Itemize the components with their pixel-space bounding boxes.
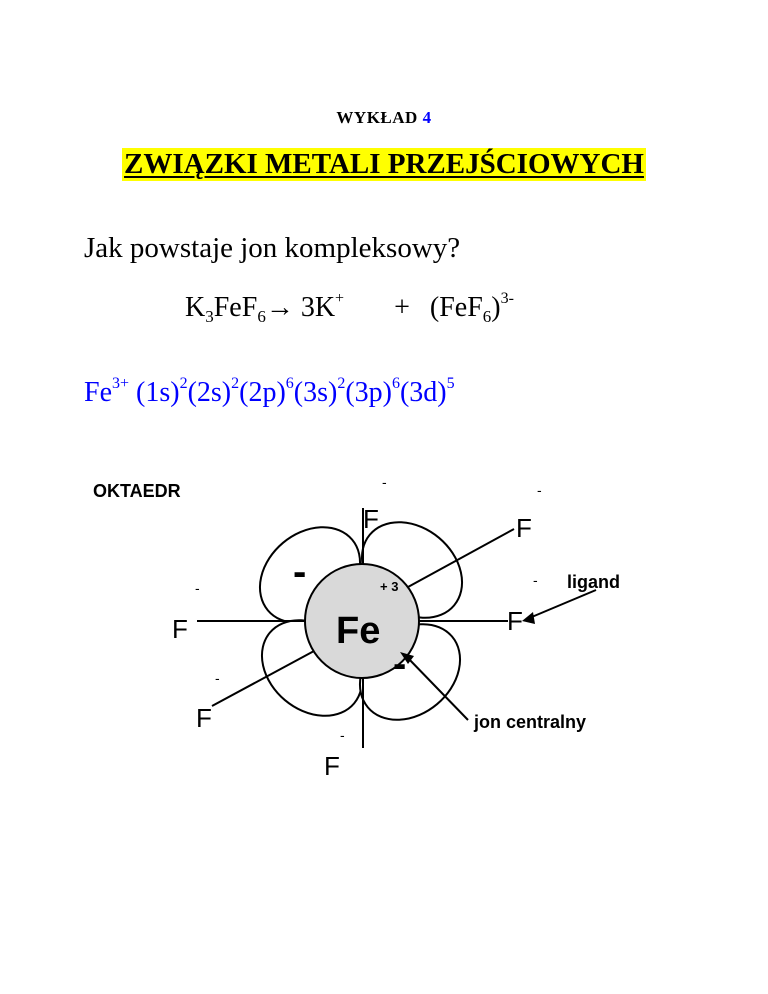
orbital-electron-count: 6 [391,375,400,392]
config-ion-charge: 3+ [112,375,130,392]
orbital-electron-count: 2 [231,375,240,392]
pointer-arrowhead-ligand [522,612,535,624]
orbital-name: (3d) [399,377,447,408]
orbital-electron-count: 6 [285,375,294,392]
orbital-electron-count: 2 [179,375,188,392]
orbital-name: (1s) [136,377,180,408]
ligand-f-left: F [172,614,188,644]
orbital-name: (2s) [187,377,232,408]
config-ion: Fe [84,377,112,408]
eq-product2-sub: 6 [482,307,492,326]
eq-plus: + [394,292,410,323]
lecture-number: 4 [422,108,432,127]
ligand-label: ligand [567,572,620,592]
charge-minus-lower-left: - [215,670,220,686]
pointer-line-ligand [527,590,596,619]
eq-product2-open: (FeF [429,292,483,323]
eq-product1: 3K [300,292,336,323]
charge-minus-right: - [533,572,538,588]
lecture-label: WYKŁAD [336,108,418,127]
eq-product2-close: ) [491,292,501,323]
central-ion-label: jon centralny [474,712,587,732]
orbital-electron-count: 2 [337,375,346,392]
eq-arrow: → [265,292,294,323]
lobe-minus-upper: - [293,550,307,594]
eq-reactant-mid: FeF [213,292,258,323]
charge-minus-upper-right: - [537,482,542,498]
lobe-minus-lower: - [393,642,407,686]
eq-reactant: K [185,292,206,323]
central-atom-label: Fe [336,610,381,652]
question-text: Jak powstaje jon kompleksowy? [84,232,461,264]
eq-reactant-sub1: 3 [205,307,214,326]
ligand-f-bottom: F [324,751,340,781]
geometry-label: OKTAEDR [93,481,181,501]
charge-minus-bottom: - [340,727,345,743]
eq-product2-sup: 3- [500,290,514,307]
charge-minus-left: - [195,580,200,596]
ligand-f-top: F [363,504,379,534]
page-title-text: ZWIĄZKI METALI PRZEJŚCIOWYCH [124,148,644,180]
charge-minus-top: - [382,474,387,490]
eq-product1-sup: + [335,290,345,307]
ligand-f-right: F [507,606,523,636]
orbital-name: (3s) [293,377,338,408]
orbital-electron-count: 5 [446,375,455,392]
orbital-name: (3p) [345,377,392,408]
orbital-name: (2p) [239,377,286,408]
ligand-f-lower-left: F [196,703,212,733]
eq-reactant-sub2: 6 [257,307,266,326]
central-charge-label: + 3 [380,579,399,594]
ligand-f-upper-right: F [516,513,532,543]
